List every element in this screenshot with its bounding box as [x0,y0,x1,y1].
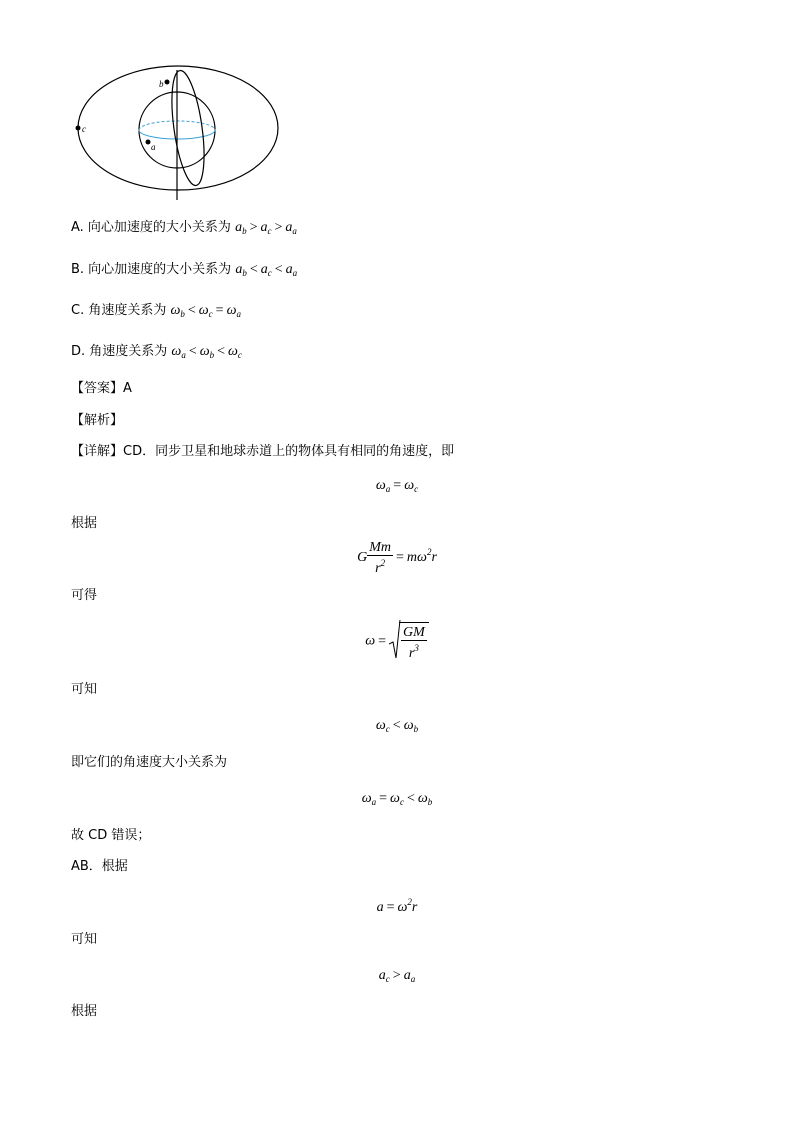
label-c: c [82,124,86,134]
orbit-figure [70,60,290,205]
equation-5: $\omega_a = \omega_c < \omega_b$ [361,791,433,807]
text-cd-wrong: 故 CD 错误； [71,828,151,843]
text-ab-genju: AB．根据 [71,859,128,874]
equation-7: $a_c > a_a$ [378,968,416,984]
text-relation: 即它们的角速度大小关系为 [71,755,228,770]
point-c [76,126,81,131]
option-c: C. 角速度关系为 $\omega_b < \omega_c = \omega_a$ [71,303,241,319]
text-genju-1: 根据 [71,516,98,531]
option-a: A. 向心加速度的大小关系为 $a_b > a_c > a_a$ [71,220,297,236]
option-b: B. 向心加速度的大小关系为 $a_b < a_c < a_a$ [71,262,298,278]
equation-1: $\omega_a = \omega_c$ [375,478,419,494]
text-kede: 可得 [71,588,98,603]
text-kezhi-1: 可知 [71,682,98,697]
point-b [165,80,170,85]
analysis-heading: 【解析】 [71,413,124,428]
equation-4: $\omega_c < \omega_b$ [375,718,419,734]
sqrt-sign [389,620,401,660]
option-d: D. 角速度关系为 $\omega_a < \omega_b < \omega_c$ [71,344,242,360]
text-genju-2: 根据 [71,1004,98,1019]
text-kezhi-2: 可知 [71,932,98,947]
label-b: b [159,79,164,89]
equation-3: ω = $\frac{GM}{r^3}$ [0,622,794,661]
label-a: a [151,142,156,152]
detail-text: 【详解】CD．同步卫星和地球赤道上的物体具有相同的角速度，即 [71,444,455,459]
point-a [146,140,151,145]
equation-6: $a = \omega^2r$ [376,897,418,915]
equation-2: G $\frac{Mm}{r^2}$ = $m\omega^2r$ [357,540,437,576]
answer: 【答案】A [71,381,132,396]
